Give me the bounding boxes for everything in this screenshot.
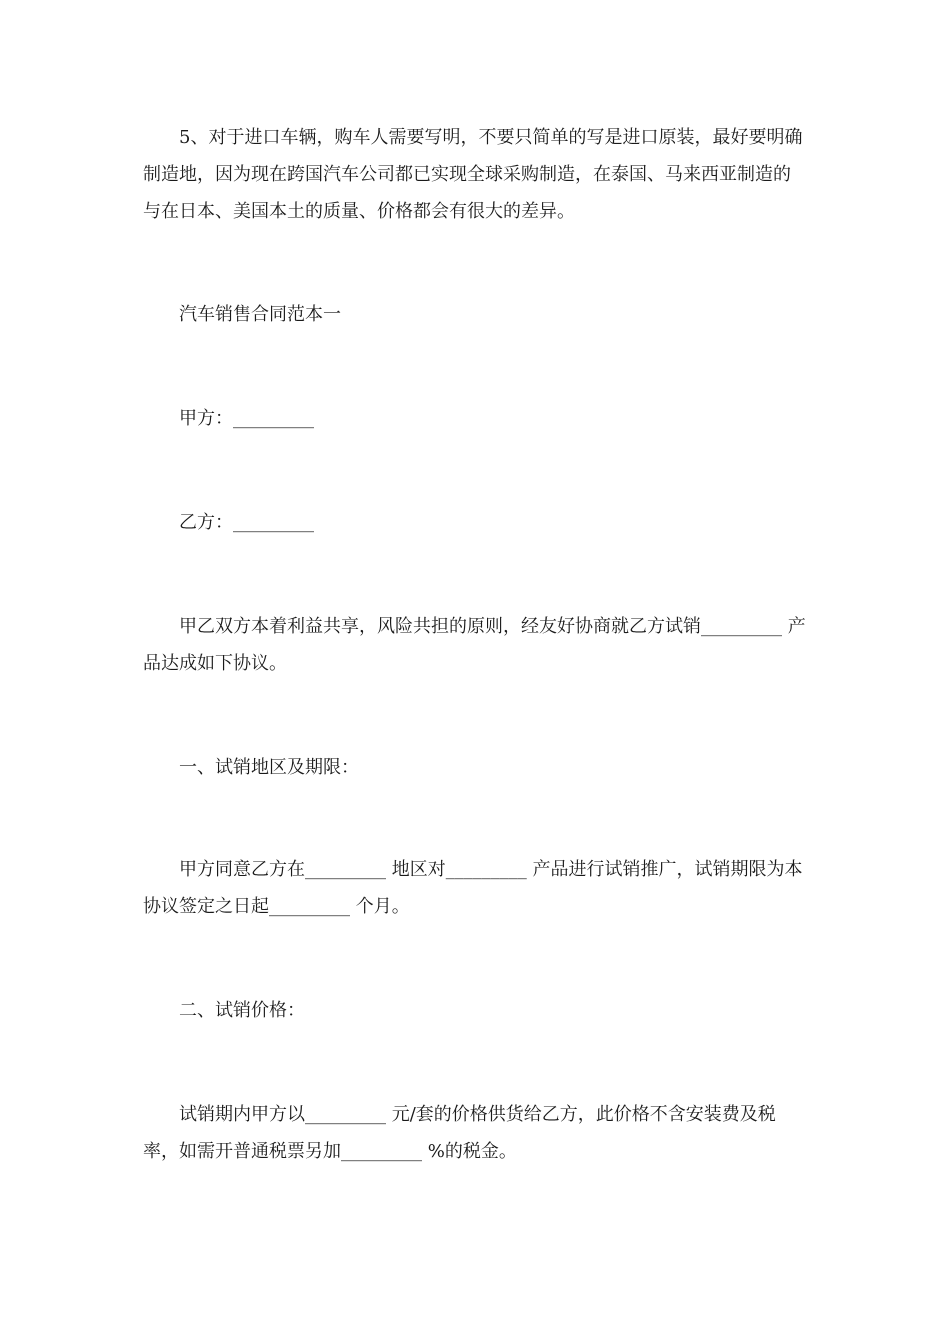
section-2-heading: 二、试销价格： [179, 1000, 305, 1021]
contract-title: 汽车销售合同范本一 [179, 304, 341, 325]
paragraph-imported-vehicles: 5、对于进口车辆，购车人需要写明，不要只简单的写是进口原装，最好要明确制造地，因为现在跨国汽车公司都已实现全球采购制造，在泰国、马来西亚制造的与在日本、美国本土的质量、价格都会有很大的差异。 [143, 127, 803, 222]
party-b-line: 乙方：_________ [179, 512, 314, 533]
preamble-paragraph: 甲乙双方本着利益共享，风险共担的原则，经友好协商就乙方试销_________ 产品达成如下协议。 [143, 616, 806, 674]
section-1-body: 甲方同意乙方在_________ 地区对_________ 产品进行试销推广，试销期限为本协议签定之日起_________ 个月。 [143, 859, 803, 917]
section-1-heading: 一、试销地区及期限： [179, 757, 359, 778]
party-a-line: 甲方：_________ [179, 408, 314, 429]
section-2-body: 试销期内甲方以_________ 元/套的价格供货给乙方，此价格不含安装费及税率，如需开普通税票另加_________ %的税金。 [143, 1104, 776, 1162]
